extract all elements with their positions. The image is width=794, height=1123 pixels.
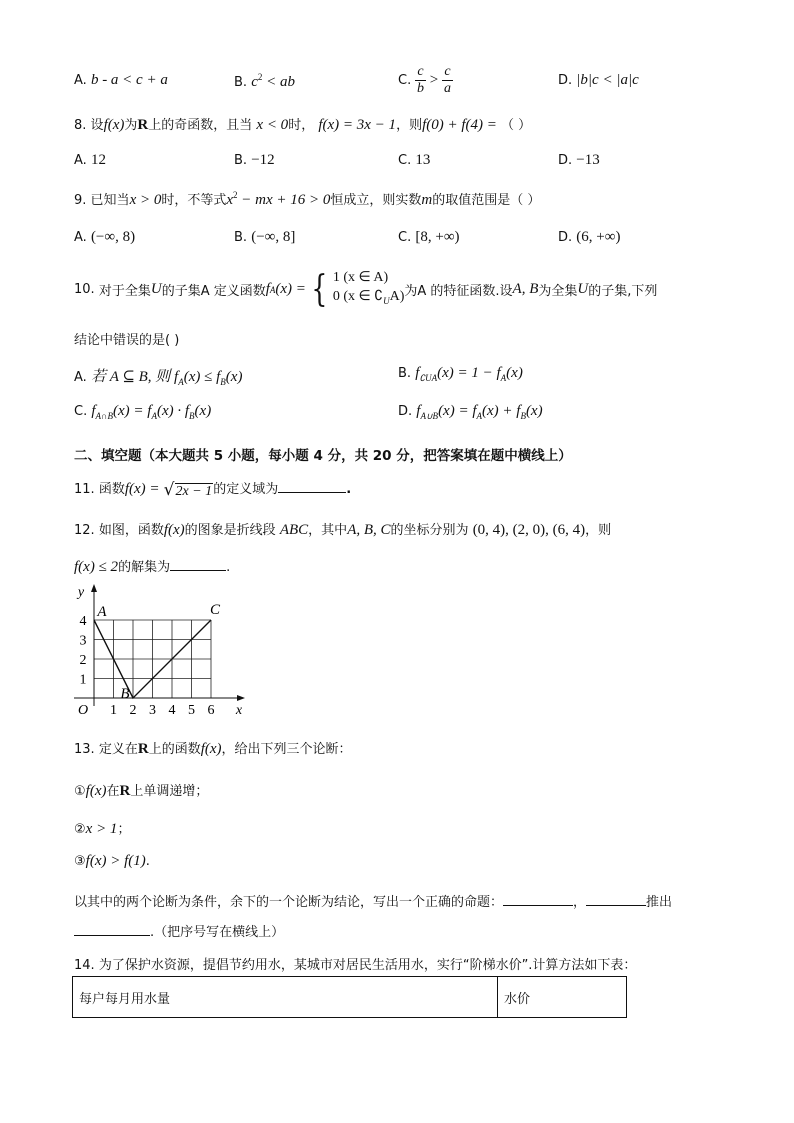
option-expr: (x) = f: [438, 403, 477, 419]
question-number: 14.: [74, 958, 95, 973]
math: U: [150, 281, 162, 297]
q10-option-d: [398, 403, 543, 422]
question-text: 以其中的两个论断为条件，余下的一个论断为结论，写出一个正确的命题：: [74, 895, 504, 910]
option-label: D.: [558, 73, 573, 88]
q10-option-b: [398, 365, 523, 384]
table-header-cell: 每户每月用水量: [73, 977, 498, 1018]
option-value: [8, +∞): [415, 229, 460, 245]
question-text: ，则: [396, 118, 423, 133]
piecewise-row-text: A): [389, 289, 405, 304]
math: R: [119, 783, 131, 799]
math-subscript: A∪B: [420, 411, 439, 421]
q7-option-d: [558, 72, 639, 89]
option-expr: |b|c < |a|c: [576, 72, 639, 88]
option-exponent: 2: [257, 72, 263, 82]
option-expr: (x) = 1 − f: [437, 365, 501, 381]
math: ABC: [279, 522, 309, 538]
question-text: 已知当: [90, 193, 130, 208]
question-number: 9.: [74, 193, 87, 208]
point-label-a: A: [97, 604, 107, 620]
question-13-prompt-line-2: [74, 921, 284, 940]
table-header-cell: 水价: [498, 977, 627, 1018]
option-expr: 若 A ⊆ B, 则 f: [90, 369, 179, 385]
math-subscript: ∁UA: [419, 373, 438, 383]
piecewise-row: 1 (x ∈ A): [332, 270, 389, 285]
option-expr: (x): [194, 403, 212, 419]
question-13-prompt: [74, 891, 672, 910]
question-10-line-2: 结论中错误的是( ): [74, 333, 180, 348]
question-text: 为全集: [538, 284, 578, 299]
question-text: 的取值范围是（ ）: [432, 193, 541, 208]
math: m: [421, 192, 433, 208]
math-subscript: A: [178, 377, 184, 387]
question-text: .: [346, 482, 352, 497]
option-expr: < ab: [262, 74, 295, 90]
option-value: (−∞, 8]: [251, 229, 296, 245]
math-subscript: A∩B: [95, 411, 114, 421]
question-number: 11.: [74, 482, 95, 497]
option-label: A.: [74, 73, 87, 88]
question-text: 如图，函数: [98, 523, 164, 538]
y-tick-label: 2: [79, 653, 87, 668]
math-subscript: B: [520, 411, 526, 421]
piecewise-row: [333, 287, 405, 311]
math-exponent: 2: [233, 190, 238, 200]
answer-blank-2[interactable]: [586, 893, 646, 906]
answer-blank[interactable]: [278, 480, 346, 493]
math: f(x) > f(1): [85, 853, 146, 869]
math: x: [226, 192, 234, 208]
math: f(x): [200, 741, 222, 757]
option-label: A.: [74, 230, 87, 245]
piecewise: [306, 268, 404, 311]
option-label: A.: [74, 153, 87, 168]
sqrt: [164, 480, 214, 500]
fraction-denominator: b: [416, 81, 424, 96]
x-tick-label: 6: [207, 703, 215, 718]
option-expr: b - a < c + a: [90, 72, 168, 88]
question-text: 时，: [288, 118, 315, 133]
math: A, B: [512, 281, 539, 297]
option-expr: c: [251, 74, 258, 90]
question-11: [74, 478, 351, 500]
question-text: 推出: [646, 895, 673, 910]
question-text: 时，不等式: [161, 193, 227, 208]
statement-marker: ③: [74, 854, 86, 869]
option-label: D.: [558, 230, 573, 245]
option-label: B.: [234, 153, 248, 168]
answer-blank[interactable]: [170, 558, 226, 571]
question-text: ；: [117, 822, 131, 837]
question-number: 12.: [74, 523, 95, 538]
option-expr: f: [415, 365, 420, 381]
point-label-c: C: [209, 602, 221, 618]
q7-option-c: [398, 64, 453, 97]
math: f: [265, 281, 270, 297]
question-text: 为: [124, 118, 138, 133]
option-value: −12: [251, 152, 275, 168]
math: f(x): [85, 783, 107, 799]
math: (x) =: [275, 281, 306, 297]
question-10: [74, 268, 657, 311]
question-text: 定义在: [98, 742, 138, 757]
point-label-b: B: [120, 686, 130, 702]
option-value: (6, +∞): [576, 229, 621, 245]
question-text: 的子集A 定义函数: [161, 284, 266, 299]
answer-blank-1[interactable]: [503, 893, 573, 906]
question-text: 的坐标分别为: [390, 523, 469, 538]
y-axis-arrow-icon: [91, 584, 97, 592]
math: x > 1: [85, 821, 118, 837]
option-label: A.: [74, 370, 87, 385]
question-13: [74, 738, 352, 758]
option-label: C.: [398, 153, 412, 168]
question-text: 为A 的特征函数.设: [404, 284, 513, 299]
q8-option-b: [234, 152, 275, 169]
math: x > 0: [129, 192, 162, 208]
piecewise-rows: [333, 268, 405, 311]
statement-1: [74, 780, 208, 800]
brace-icon: {: [311, 268, 328, 310]
q10-option-c: [74, 403, 211, 421]
math-subscript: U: [383, 296, 390, 306]
option-expr: (x): [525, 403, 543, 419]
fraction-numerator: c: [417, 64, 424, 79]
question-text: ，给出下列三个论断：: [221, 742, 352, 757]
math-subscript: A: [151, 411, 157, 421]
option-expr: (x): [506, 365, 523, 381]
math: (0, 4), (2, 0), (6, 4): [472, 522, 586, 538]
fraction-denominator: a: [443, 81, 451, 96]
math-subscript: A: [269, 284, 276, 295]
math-subscript: B: [189, 411, 195, 421]
x-axis-label: x: [235, 703, 243, 718]
option-label: B.: [234, 230, 248, 245]
table-row: [73, 977, 627, 1018]
option-label: B.: [398, 366, 412, 381]
question-text: 上的函数: [148, 742, 201, 757]
q9-option-c: [398, 229, 460, 246]
option-value: (−∞, 8): [90, 229, 136, 245]
question-text: 的图象是折线段: [184, 523, 276, 538]
option-expr: (x) + f: [482, 403, 521, 419]
math: f(x): [103, 117, 125, 133]
question-text: 设: [90, 118, 104, 133]
q7-option-a: [74, 72, 168, 89]
option-value: 12: [90, 152, 106, 168]
question-text: 在: [106, 784, 120, 799]
x-tick-label: 4: [168, 703, 176, 718]
origin-label: O: [77, 703, 89, 718]
question-9: [74, 189, 540, 209]
q8-option-a: [74, 152, 106, 169]
math: − mx + 16 > 0: [237, 192, 331, 208]
option-label: C.: [398, 230, 412, 245]
answer-blank-3[interactable]: [74, 923, 150, 936]
q8-option-d: [558, 152, 600, 169]
statement-marker: ①: [74, 784, 86, 799]
fraction: [442, 64, 452, 97]
x-tick-label: 5: [188, 703, 195, 718]
question-text: 上单调递增；: [130, 784, 209, 799]
question-text: 恒成立，则实数: [330, 193, 422, 208]
question-text: 的子集,下列: [588, 284, 658, 299]
question-12-line-2: [74, 556, 230, 576]
question-number: 13.: [74, 742, 95, 757]
option-label: D.: [398, 404, 413, 419]
question-14: [74, 954, 636, 973]
option-expr: (x): [225, 369, 243, 385]
option-label: C.: [398, 73, 412, 88]
question-text: ，: [573, 895, 587, 910]
option-expr: f: [416, 403, 421, 419]
question-number: 8.: [74, 118, 87, 133]
math: R: [137, 117, 149, 133]
question-text: .: [226, 560, 231, 575]
question-12: [74, 519, 611, 539]
math: U: [577, 281, 589, 297]
question-text: .（把序号写在横线上）: [150, 925, 285, 940]
function-graph: [70, 582, 260, 722]
option-expr: (x) ≤ f: [183, 369, 221, 385]
section-title: 二、填空题（本大题共 5 小题，每小题 4 分，共 20 分，把答案填在题中横线上）: [74, 448, 572, 464]
math: f(x) ≤ 2: [74, 559, 119, 575]
statement-marker: ②: [74, 822, 86, 837]
option-label: C.: [74, 404, 88, 419]
y-axis-label: y: [77, 585, 85, 600]
y-tick-label: 3: [79, 633, 87, 649]
math: x < 0: [256, 117, 289, 133]
q8-option-c: [398, 152, 430, 169]
q10-option-a: [74, 365, 242, 387]
x-tick-label: 2: [129, 703, 137, 718]
math-subscript: A: [500, 373, 507, 383]
statement-2: [74, 818, 130, 838]
question-text: 函数: [98, 482, 125, 497]
math-subscript: A: [476, 411, 482, 421]
operator: >: [429, 72, 439, 88]
question-number: 10.: [74, 282, 95, 297]
question-text: 上的奇函数，且当: [148, 118, 253, 133]
question-text: 的定义域为: [213, 482, 279, 497]
option-expr: (x) · f: [156, 403, 190, 419]
question-text: ，则: [585, 523, 612, 538]
radicand: 2x − 1: [175, 483, 213, 499]
piecewise-row-text: 0 (x ∈ ∁: [332, 289, 384, 304]
question-8: [74, 114, 531, 134]
q9-option-a: [74, 229, 135, 246]
math: f(x) =: [124, 481, 160, 497]
q9-option-d: [558, 229, 620, 246]
option-label: D.: [558, 153, 573, 168]
fraction: [415, 64, 425, 97]
math: R: [137, 741, 149, 757]
math: f(x): [163, 522, 185, 538]
q7-option-b: [234, 72, 295, 91]
water-price-table: [72, 976, 627, 1018]
q9-option-b: [234, 229, 295, 246]
sqrt-icon: √: [163, 479, 175, 500]
option-value: −13: [576, 152, 600, 168]
statement-3: [74, 853, 150, 870]
question-text: 的解集为: [118, 560, 171, 575]
math: f(0) + f(4) =: [422, 117, 497, 133]
x-axis-arrow-icon: [237, 695, 245, 701]
option-label: B.: [234, 75, 248, 90]
option-expr: f: [91, 403, 96, 419]
math-subscript: B: [220, 377, 226, 387]
question-text: ，其中: [308, 523, 348, 538]
option-value: 13: [415, 152, 431, 168]
answer-paren: （ ）: [501, 118, 532, 133]
option-expr: (x) = f: [113, 403, 152, 419]
math: f(x) = 3x − 1: [318, 117, 397, 133]
x-tick-label: 3: [149, 703, 156, 718]
x-tick-label: 1: [110, 703, 117, 718]
y-tick-label: 4: [79, 614, 87, 629]
fraction-numerator: c: [444, 64, 451, 79]
question-text: 对于全集: [98, 284, 151, 299]
math: A, B, C: [347, 522, 391, 538]
y-tick-label: 1: [79, 672, 87, 688]
question-text: .: [145, 854, 150, 869]
question-text: 为了保护水资源，提倡节约用水，某城市对居民生活用水，实行“阶梯水价”.计算方法如下表：: [98, 958, 637, 973]
